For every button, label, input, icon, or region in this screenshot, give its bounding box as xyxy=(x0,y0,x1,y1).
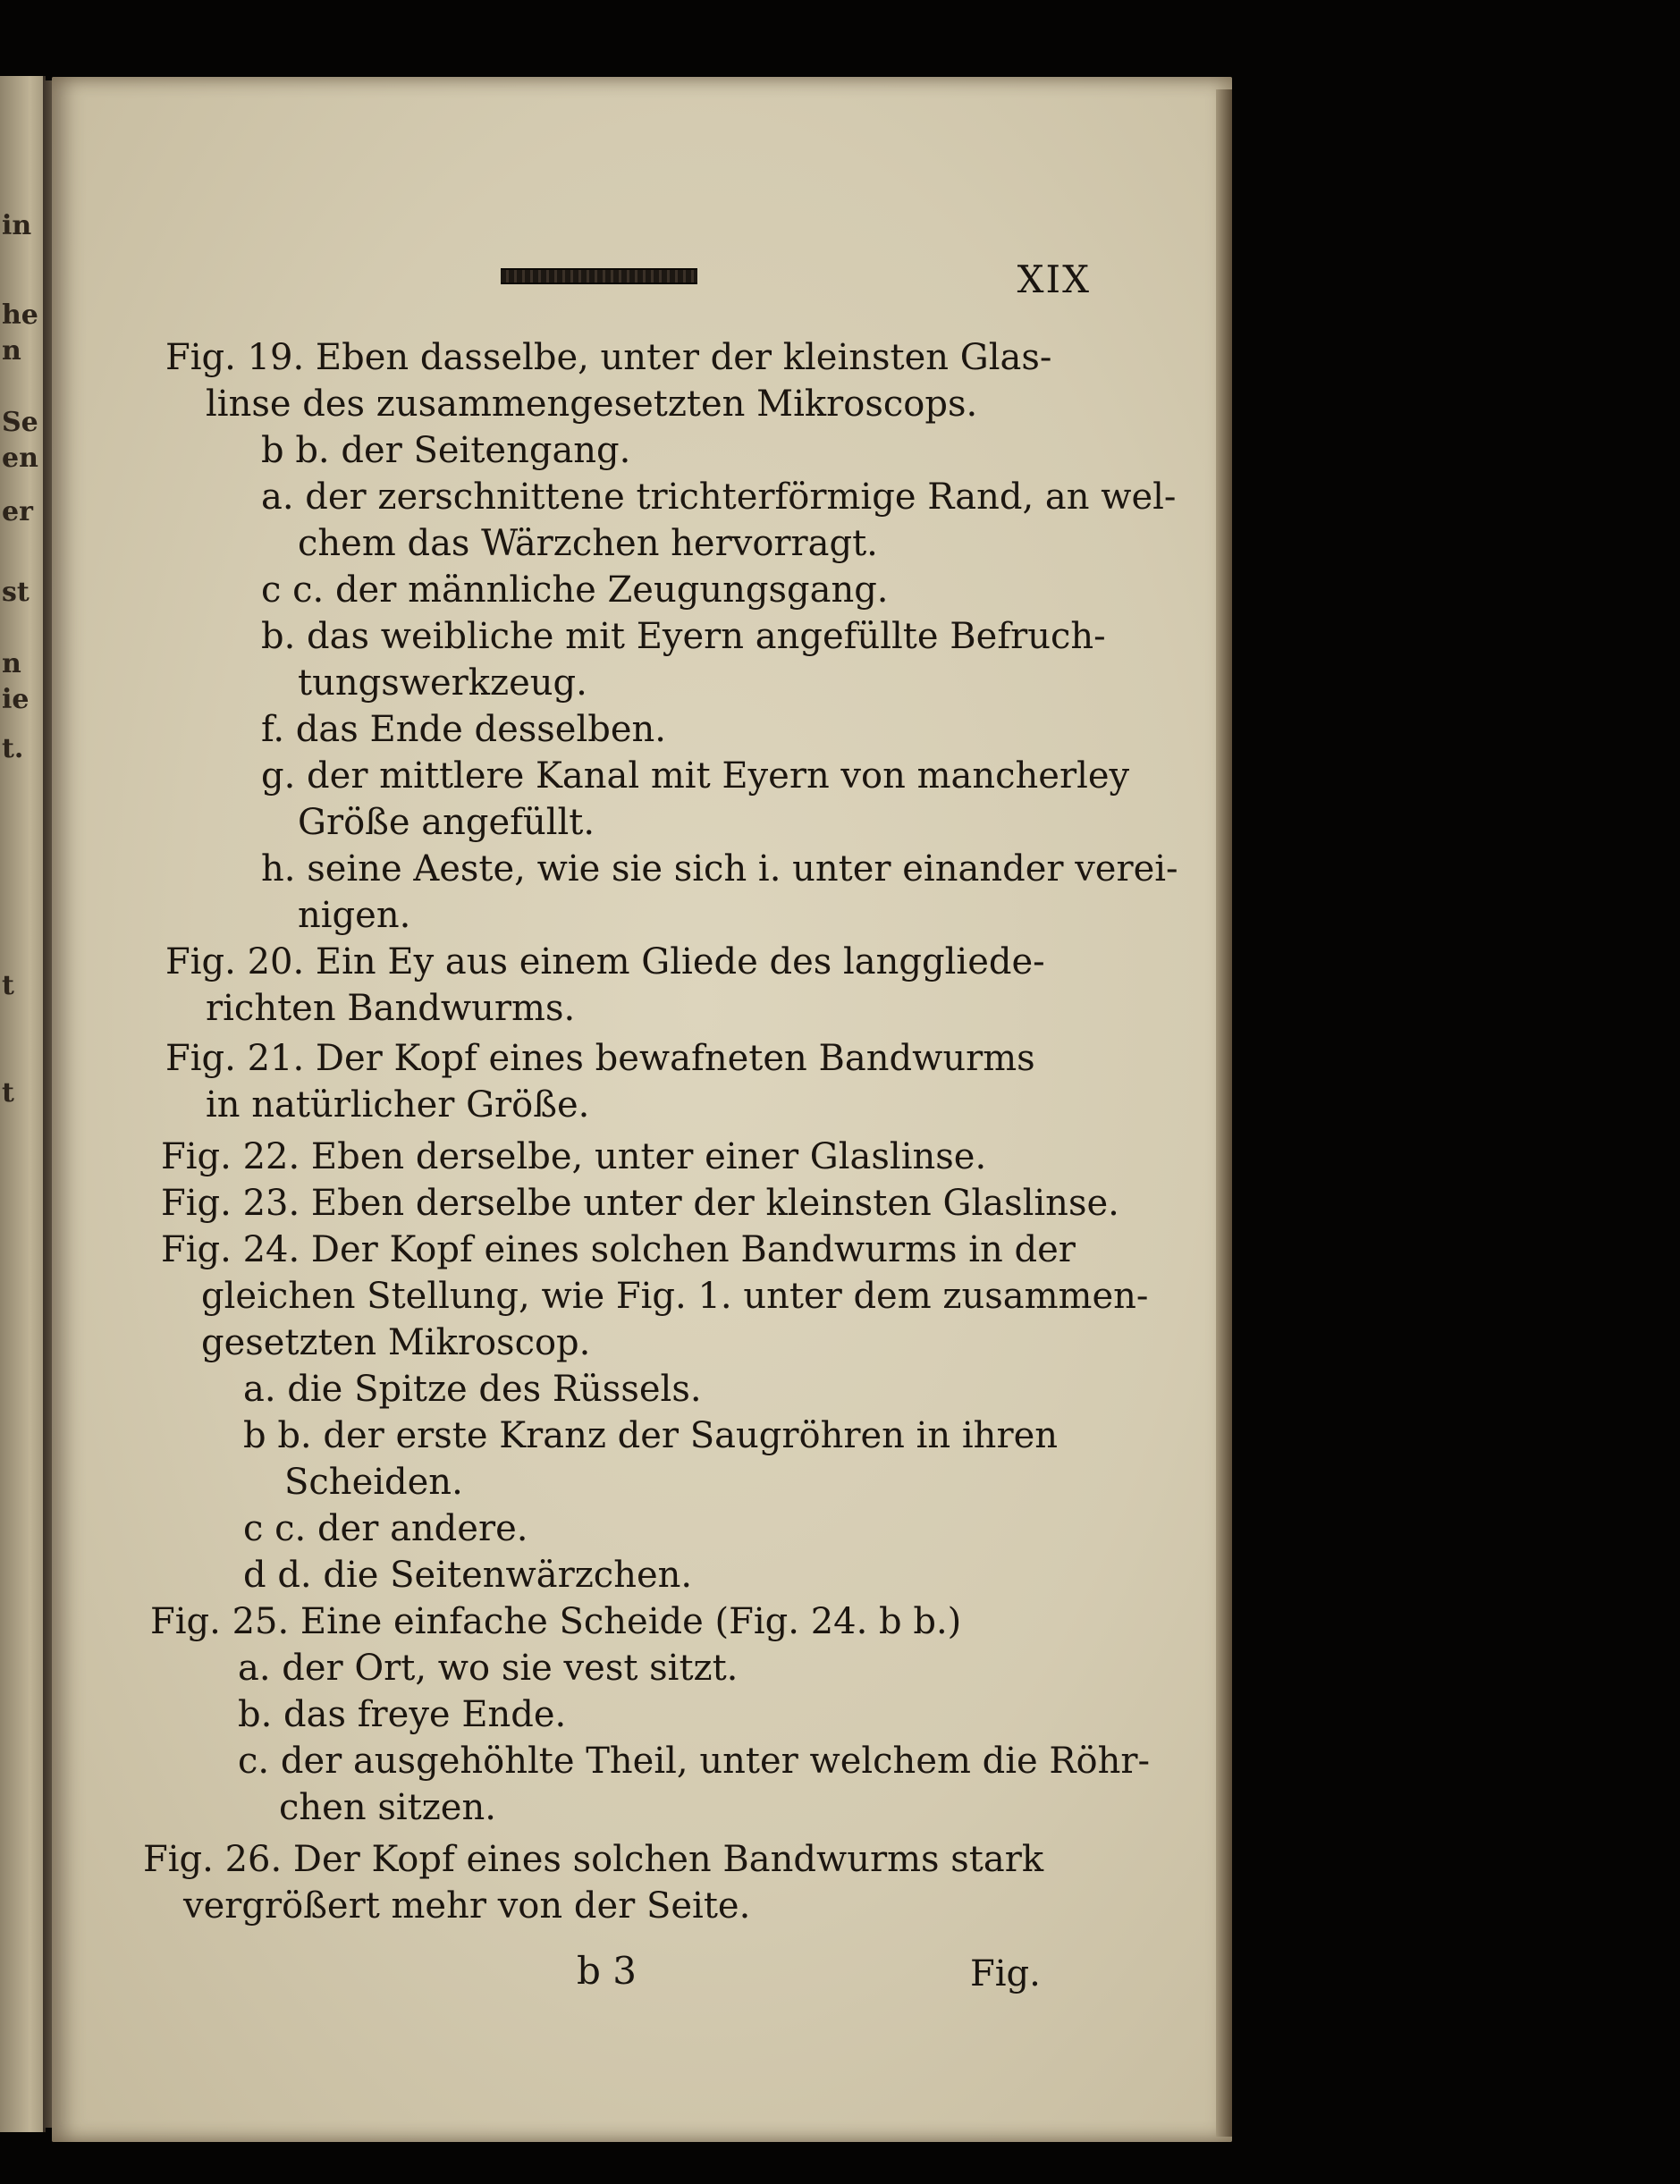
prev-page-fragment: en xyxy=(2,443,38,474)
text-line: chen sitzen. xyxy=(279,1787,496,1828)
text-line: gesetzten Mikroscop. xyxy=(201,1322,591,1363)
text-line: a. die Spitze des Rüssels. xyxy=(243,1369,702,1410)
prev-page-fragment: he xyxy=(2,299,38,331)
text-line: b b. der Seitengang. xyxy=(261,430,631,471)
prev-page-fragment: n xyxy=(2,335,21,367)
text-line: g. der mittlere Kanal mit Eyern von mancherley xyxy=(261,755,1130,797)
text-line: richten Bandwurms. xyxy=(206,988,576,1029)
prev-page-fragment: t xyxy=(2,970,14,1001)
text-line: in natürlicher Größe. xyxy=(206,1084,590,1126)
text-line: Fig. 19. Eben dasselbe, unter der kleinsten Glas- xyxy=(165,337,1052,378)
text-line: c c. der männliche Zeugungsgang. xyxy=(261,569,889,611)
catchword: Fig. xyxy=(970,1953,1041,1994)
text-line: Fig. 23. Eben derselbe unter der kleinsten Glaslinse. xyxy=(161,1183,1119,1224)
text-line: nigen. xyxy=(298,895,411,936)
prev-page-fragment: in xyxy=(2,210,32,241)
prev-page-fragment: t. xyxy=(2,733,24,764)
text-line: Scheiden. xyxy=(284,1462,463,1503)
prev-page-fragment: st xyxy=(2,577,30,608)
text-line: c c. der andere. xyxy=(243,1508,528,1549)
text-line: Größe angefüllt. xyxy=(298,802,595,843)
text-line: b. das weibliche mit Eyern angefüllte Befruch- xyxy=(261,616,1106,657)
text-line: Fig. 25. Eine einfache Scheide (Fig. 24. b b.) xyxy=(150,1601,962,1642)
text-line: Fig. 22. Eben derselbe, unter einer Glaslinse. xyxy=(161,1136,987,1177)
prev-page-fragment: t xyxy=(2,1077,14,1109)
text-line: h. seine Aeste, wie sie sich i. unter einander verei- xyxy=(261,848,1178,890)
text-line: f. das Ende desselben. xyxy=(261,709,667,750)
text-line: b. das freye Ende. xyxy=(238,1694,567,1735)
page-number: XIX xyxy=(1017,257,1091,301)
text-line: gleichen Stellung, wie Fig. 1. unter dem zusammen- xyxy=(201,1276,1149,1317)
text-line: chem das Wärzchen hervorragt. xyxy=(298,523,878,564)
text-line: a. der zerschnittene trichterförmige Rand, an wel- xyxy=(261,476,1177,518)
text-line: Fig. 24. Der Kopf eines solchen Bandwurms in der xyxy=(161,1229,1076,1270)
text-line: d d. die Seitenwärzchen. xyxy=(243,1555,693,1596)
text-line: b b. der erste Kranz der Saugröhren in ihren xyxy=(243,1415,1058,1456)
prev-page-fragment: ie xyxy=(2,684,30,715)
signature-mark: b 3 xyxy=(577,1949,637,1993)
text-line: c. der ausgehöhlte Theil, unter welchem die Röhr- xyxy=(238,1741,1151,1782)
prev-page-fragment: n xyxy=(2,648,21,679)
text-line: a. der Ort, wo sie vest sitzt. xyxy=(238,1648,739,1689)
text-line: Fig. 21. Der Kopf eines bewafneten Bandwurms xyxy=(165,1038,1035,1079)
text-line: tungswerkzeug. xyxy=(298,662,587,704)
prev-page-fragment: er xyxy=(2,496,33,527)
text-line: vergrößert mehr von der Seite. xyxy=(183,1885,751,1927)
text-line: Fig. 26. Der Kopf eines solchen Bandwurms stark xyxy=(143,1839,1044,1880)
text-line: Fig. 20. Ein Ey aus einem Gliede des langgliede- xyxy=(165,941,1045,982)
prev-page-fragment: Se xyxy=(2,407,38,438)
text-line: linse des zusammengesetzten Mikroscops. xyxy=(206,384,978,425)
